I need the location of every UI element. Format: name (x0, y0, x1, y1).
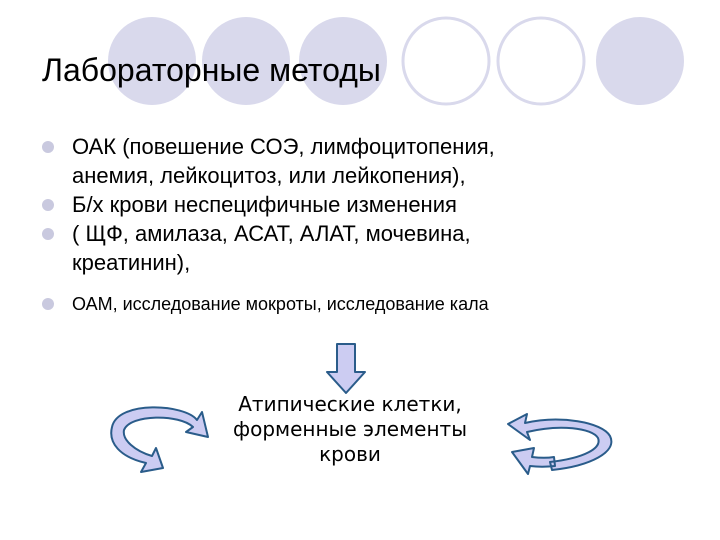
caption-line: форменные элементы (232, 417, 467, 441)
bullet-text: ОАМ, исследование мокроты, исследование кала (72, 294, 489, 314)
bullet-text: анемия, лейкоцитоз, или лейкопения), (72, 163, 466, 188)
curved-arrow-right-icon (508, 414, 611, 474)
caption-line: Атипические клетки, (238, 392, 462, 416)
slide-title: Лабораторные методы (42, 52, 381, 88)
bullet-text: Б/х крови неспецифичные изменения (72, 192, 457, 217)
caption-text (200, 392, 500, 467)
caption-line: крови (319, 442, 381, 466)
down-arrow-icon (327, 344, 365, 393)
bullet-text: ОАК (повешение СОЭ, лимфоцитопения, (72, 134, 495, 159)
bullet-text: ( ЩФ, амилаза, АСАТ, АЛАТ, мочевина, (72, 221, 471, 246)
curved-arrow-left-icon (111, 407, 208, 472)
bullet-text: креатинин), (72, 250, 191, 275)
